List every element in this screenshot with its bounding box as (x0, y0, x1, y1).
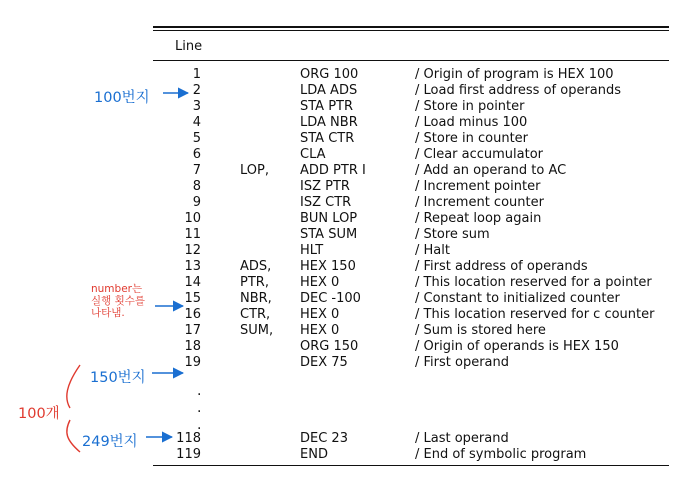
ellipsis-dot: . (197, 400, 202, 416)
line-number: 9 (192, 195, 201, 210)
line-number: 6 (192, 147, 201, 162)
comment-cell: / Halt (415, 243, 450, 258)
annotation-number-note (91, 283, 145, 319)
line-number: 3 (192, 99, 201, 114)
ellipsis-dot: . (197, 383, 202, 399)
table-top-rule-thin (153, 30, 669, 31)
instruction-cell: HEX 150 (300, 259, 356, 274)
comment-cell: / Add an operand to AC (415, 163, 567, 178)
line-number: 18 (184, 339, 201, 354)
brace-icon (67, 365, 80, 452)
line-number: 11 (184, 227, 201, 242)
comment-cell: / Sum is stored here (415, 323, 546, 338)
instruction-cell: LDA NBR (300, 115, 358, 130)
instruction-cell: LDA ADS (300, 83, 358, 98)
instruction-cell: DEC 23 (300, 431, 348, 446)
comment-cell: / Repeat loop again (415, 211, 542, 226)
line-number: 14 (184, 275, 201, 290)
instruction-cell: HLT (300, 243, 324, 258)
line-number: 8 (192, 179, 201, 194)
comment-cell: / First operand (415, 355, 510, 370)
instruction-cell: HEX 0 (300, 275, 340, 290)
instruction-cell: DEC -100 (300, 291, 361, 306)
annotation-number-line: number는 (91, 283, 143, 295)
comment-cell: / Increment counter (415, 195, 544, 210)
instruction-cell: BUN LOP (300, 211, 358, 226)
line-number: 12 (184, 243, 201, 258)
comment-cell: / Constant to initialized counter (415, 291, 620, 306)
comment-cell: / This location reserved for c counter (415, 307, 655, 322)
instruction-cell: END (300, 447, 328, 462)
comment-cell: / Clear accumulator (415, 147, 544, 162)
annotation-addr-100: 100번지 (94, 90, 150, 106)
comment-cell: / Origin of operands is HEX 150 (415, 339, 619, 354)
annotation-addr-249: 249번지 (82, 434, 138, 450)
line-number: 5 (192, 131, 201, 146)
comment-cell: / Origin of program is HEX 100 (415, 67, 614, 82)
instruction-cell: STA SUM (300, 227, 358, 242)
comment-cell: / Store sum (415, 227, 490, 242)
annotation-number-line: 실행 횟수를 (91, 295, 146, 307)
table-top-rule (153, 26, 669, 28)
comment-cell: / Store in counter (415, 131, 529, 146)
comment-cell: / Load first address of operands (415, 83, 622, 98)
label-cell: CTR, (240, 307, 271, 322)
annotation-number-line: 나타냄. (91, 307, 125, 319)
line-number: 119 (176, 447, 201, 462)
annotation-count-100: 100개 (18, 406, 60, 422)
label-cell: PTR, (240, 275, 269, 290)
comment-cell: / Last operand (415, 431, 509, 446)
instruction-cell: ORG 150 (300, 339, 359, 354)
comment-cell: / Load minus 100 (415, 115, 528, 130)
instruction-cell: HEX 0 (300, 323, 340, 338)
comment-cell: / Increment pointer (415, 179, 541, 194)
line-number: 2 (192, 83, 201, 98)
line-number: 17 (184, 323, 201, 338)
annotation-addr-150: 150번지 (90, 370, 146, 386)
comment-cell: / End of symbolic program (415, 447, 587, 462)
comment-cell: / This location reserved for a pointer (415, 275, 652, 290)
instruction-cell: ADD PTR I (300, 163, 366, 178)
label-cell: LOP, (240, 163, 269, 178)
table-bottom-rule (153, 465, 669, 466)
ellipsis-dot: . (197, 417, 202, 433)
column-header-line: Line (175, 39, 203, 54)
line-number: 13 (184, 259, 201, 274)
instruction-cell: ISZ PTR (300, 179, 350, 194)
instruction-cell: CLA (300, 147, 326, 162)
line-number: 4 (192, 115, 201, 130)
header-rule (153, 60, 669, 61)
instruction-cell: DEX 75 (300, 355, 348, 370)
instruction-cell: STA CTR (300, 131, 355, 146)
instruction-cell: ISZ CTR (300, 195, 352, 210)
line-number: 15 (184, 291, 201, 306)
line-number: 7 (192, 163, 201, 178)
line-number: 19 (184, 355, 201, 370)
line-number: 10 (184, 211, 201, 226)
instruction-cell: HEX 0 (300, 307, 340, 322)
label-cell: SUM, (240, 323, 274, 338)
instruction-cell: STA PTR (300, 99, 354, 114)
comment-cell: / First address of operands (415, 259, 588, 274)
comment-cell: / Store in pointer (415, 99, 525, 114)
line-number: 118 (176, 431, 201, 446)
label-cell: ADS, (240, 259, 272, 274)
line-number: 1 (192, 67, 201, 82)
line-number: 16 (184, 307, 201, 322)
instruction-cell: ORG 100 (300, 67, 359, 82)
label-cell: NBR, (240, 291, 272, 306)
